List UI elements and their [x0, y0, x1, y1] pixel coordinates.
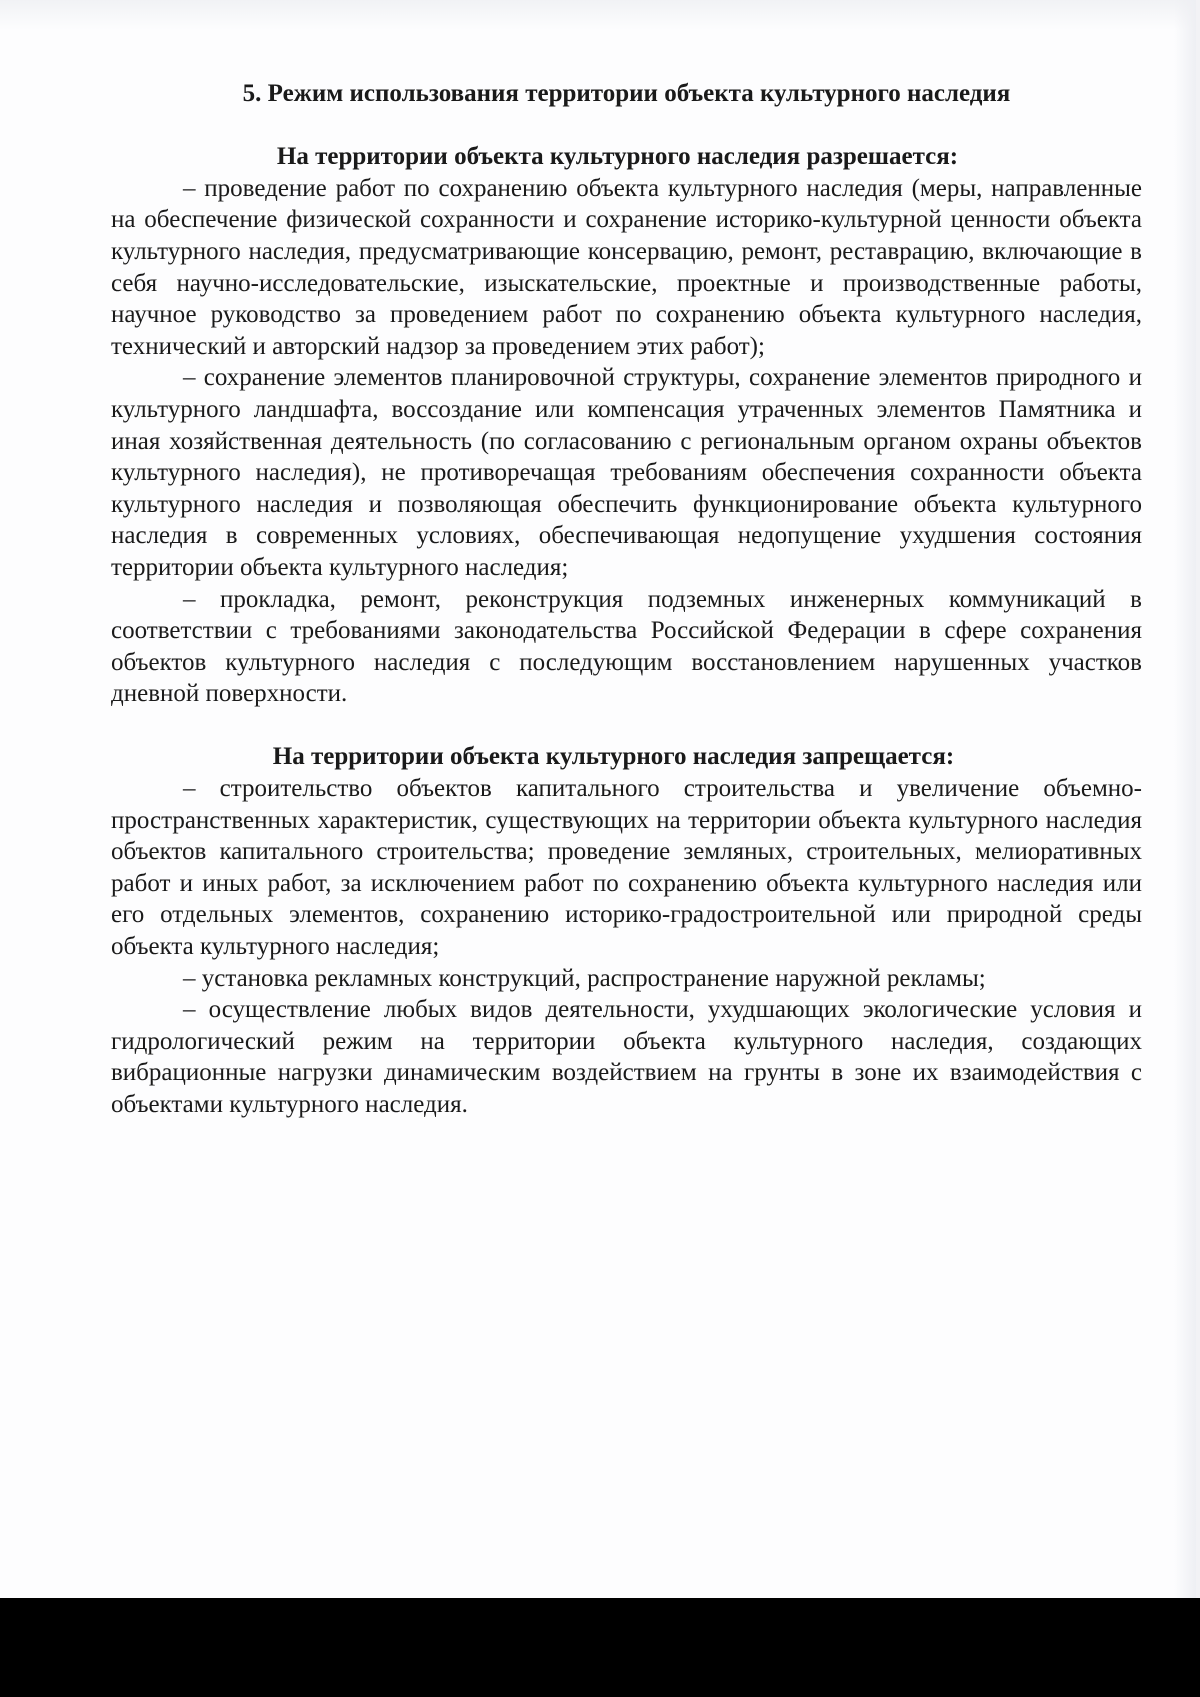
prohibited-item: – строительство объектов капитального строительства и увеличение объемно-пространственных характеристик, существующих на территории объекта культурного наследия объектов капитального строительства; проведение земляных, строительных, мелиоративных работ и иных работ, за исключением работ по сохранению объекта культурного наследия или его отдельных элементов, сохранению историко-градостроительной или природной среды объекта культурного наследия; — [111, 775, 1142, 961]
allowed-item: – сохранение элементов планировочной структуры, сохранение элементов природного и культурного ландшафта, воссоздание или компенсация утраченных элементов Памятника и иная хозяйственная деятельность (по согласованию с региональным органом охраны объектов культурного наследия), не противоречащая требованиям обеспечения сохранности объекта культурного наследия и позволяющая обеспечить функционирование объекта культурного наследия в современных условиях, обеспечивающая недопущение ухудшения состояния территории объекта культурного наследия; — [111, 364, 1142, 581]
prohibited-section — [111, 741, 1142, 1120]
prohibited-title: На территории объекта культурного наследия запрещается: — [272, 743, 955, 771]
spacer — [111, 710, 1142, 742]
allowed-item: – прокладка, ремонт, реконструкция подземных инженерных коммуникаций в соответствии с требованиями законодательства Российской Федерации в сфере сохранения объектов культурного наследия с последующим восстановлением нарушенных участков дневной поверхности. — [111, 585, 1142, 708]
allowed-section — [111, 141, 1142, 710]
spacer — [111, 110, 1142, 142]
prohibited-item: – осуществление любых видов деятельности, ухудшающих экологические условия и гидрологический режим на территории объекта культурного наследия, создающих вибрационные нагрузки динамическим воздействием на грунты в зоне их взаимодействия с объектами культурного наследия. — [111, 996, 1142, 1118]
allowed-item: – проведение работ по сохранению объекта культурного наследия (меры, направленные на обеспечение физической сохранности и сохранение историко-культурной ценности объекта культурного наследия, предусматривающие консервацию, ремонт, реставрацию, включающие в себя научно-исследовательские, изыскательские, проектные и производственные работы, научное руководство за проведением работ по сохранению объекта культурного наследия, технический и авторский надзор за проведением этих работ); — [111, 174, 1142, 360]
prohibited-item: – установка рекламных конструкций, распространение наружной рекламы; — [183, 964, 986, 992]
section-heading: 5. Режим использования территории объекта культурного наследия — [242, 80, 1011, 107]
allowed-title: На территории объекта культурного наследия разрешается: — [276, 143, 959, 171]
